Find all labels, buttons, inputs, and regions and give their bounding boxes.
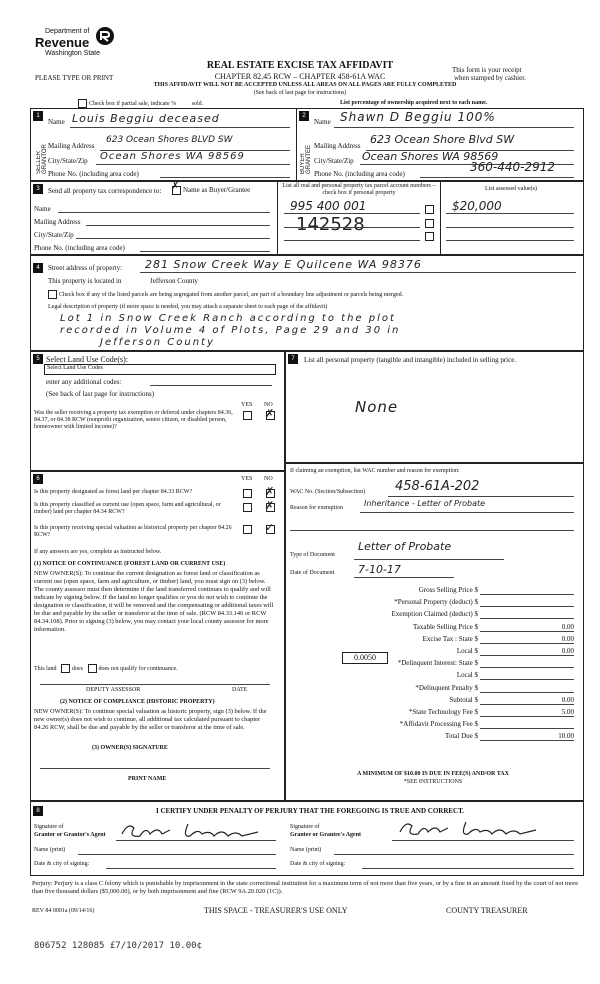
correspondence-label: Send all property tax correspondence to: — [48, 187, 162, 195]
tax-row-label: *Delinquent Penalty $ — [415, 684, 478, 692]
section5-see-back: (See back of last page for instructions) — [46, 390, 155, 398]
tax-row-line — [480, 618, 574, 619]
owner-signature-label: (3) OWNER(S) SIGNATURE — [92, 745, 168, 751]
corr-name-label: Name — [34, 205, 51, 213]
print-name-label: PRINT NAME — [128, 776, 167, 782]
s6-q2-no-check-mark: ✗ — [265, 499, 276, 512]
s6-q3-no-check-mark: ✓ — [265, 521, 276, 534]
seller-city-value: Ocean Shores WA 98569 — [100, 151, 245, 162]
tax-row-line — [480, 692, 574, 693]
tax-row-value[interactable]: 0.00 — [561, 647, 574, 655]
buyer-mailing-value: 623 Ocean Shore Blvd SW — [370, 133, 515, 146]
form-chapter: CHAPTER 82.45 RCW – CHAPTER 458-61A WAC — [214, 72, 386, 81]
partial-sale-row — [78, 99, 203, 108]
dor-logo-mark-icon — [95, 26, 115, 46]
land-does-not-checkbox[interactable] — [88, 664, 97, 673]
this-land-row — [34, 664, 178, 673]
buyer-name-label: Name — [314, 118, 331, 126]
grantee-date-city-label: Date & city of signing: — [290, 861, 346, 867]
tax-row-label: Excise Tax : State $ — [422, 635, 478, 643]
grantor-date-city-label: Date & city of signing: — [34, 861, 90, 867]
parcel-2-personal-checkbox[interactable] — [425, 219, 434, 228]
s6-no-label: NO — [264, 476, 273, 482]
tax-row-label: Local $ — [456, 647, 478, 655]
section-7-box — [284, 350, 584, 464]
buyer-name-value: Shawn D Beggiu 100% — [340, 110, 496, 124]
reason-label: Reason for exemption — [290, 505, 343, 511]
street-label: Street address of property: — [48, 264, 123, 272]
tax-row-line — [480, 728, 574, 729]
not-accepted: THIS AFFIDAVIT WILL NOT BE ACCEPTED UNLESS ALL AREAS ON ALL PAGES ARE FULLY COMPLETED — [153, 82, 457, 88]
same-as-buyer-check-mark: ✗ — [171, 181, 181, 192]
legal-label: Legal description of property (if more space is needed, you may attach a separate sheet to each page of the affidavit) — [48, 304, 328, 310]
tax-row-label: *Affidavit Processing Fee $ — [399, 720, 478, 728]
form-id: REV 84 0001a (09/14/16) — [32, 908, 95, 914]
segregation-row — [48, 290, 403, 299]
tax-row-line — [480, 679, 574, 680]
section-6-number: 6 — [33, 474, 43, 484]
s5-yes-checkbox[interactable] — [243, 411, 252, 420]
grantor-signature — [118, 818, 268, 842]
partial-sale-label: Check box if partial sale, indicate % — [89, 100, 177, 107]
land-does-not-label: does not qualify for continuance. — [98, 665, 178, 672]
tax-row-label: Local $ — [456, 671, 478, 679]
s6-q1: Is this property designated as forest land per chapter 84.33 RCW? — [34, 489, 193, 495]
tax-row-line — [480, 606, 574, 607]
s6-q1-no-check-mark: ✗ — [265, 485, 276, 498]
land-use-select[interactable] — [44, 364, 276, 375]
tax-row-line — [480, 594, 574, 595]
tax-row-label: *Personal Property (deduct) $ — [394, 598, 478, 606]
tax-row-label: Total Due $ — [445, 732, 478, 740]
tax-row-line — [480, 655, 574, 656]
section-6-box — [30, 470, 286, 802]
tax-row-value[interactable]: 0.00 — [561, 635, 574, 643]
assessed-header: List assessed value(s) — [485, 186, 537, 192]
buyer-side-label: BUYER GRANTEE — [300, 144, 312, 174]
corr-phone-label: Phone No. (including area code) — [34, 244, 125, 252]
tax-row-value[interactable]: 5.00 — [561, 708, 574, 716]
deputy-assessor-label: DEPUTY ASSESSOR — [86, 687, 141, 693]
partial-sale-checkbox[interactable] — [78, 99, 87, 108]
tax-row-label: *State Technology Fee $ — [408, 708, 478, 716]
tax-row-line — [480, 643, 574, 644]
tax-row-label: Exemption Claimed (deduct) $ — [391, 610, 478, 618]
parcel-1-personal-checkbox[interactable] — [425, 205, 434, 214]
minimum-note: A MINIMUM OF $10.00 IS DUE IN FEE(S) AND/OR TAX — [357, 771, 509, 777]
notice1-text: NEW OWNER(S): To continue the current designation as forest land or classification as current use (open space, farm and agriculture, or timber) land, you must sign on (3) below. The county assessor must then determine if the land transferred continues to qualify and will indicate by signing below. If the land no longer qualifies or you do not wish to continue the designation or classification, it will be removed and the compensating or additional taxes will be due and payable by the seller or transferor at the time of sale. (RCW 84.33.140 or RCW 84.34.108). Prior to signing (3) below, you may contact your local county assessor for more information. — [34, 570, 274, 633]
section-7-number: 7 — [288, 354, 298, 364]
grantor-sig-label-1: Signature of — [34, 824, 64, 830]
land-use-select-text: Select Land Use Codes — [47, 365, 103, 371]
section-1-number: 1 — [33, 111, 43, 121]
tax-row-line — [480, 740, 574, 741]
personal-property-value: None — [355, 398, 399, 416]
tax-row-value[interactable]: 0.00 — [561, 623, 574, 631]
wac-value: 458-61A-202 — [395, 479, 480, 494]
notice2-text: NEW OWNER(S): To continue special valuation as historic property, sign (3) below. If the new owner(s) does not wish to continue, all additional tax calculated pursuant to chapter 84.26 RCW, shall be due and payable by the seller or transferor at the time of sale. — [34, 708, 267, 731]
tax-box — [284, 462, 584, 802]
tax-row-value[interactable]: 10.00 — [558, 732, 574, 740]
see-back: (See back of last page for instructions) — [253, 90, 347, 96]
seller-side-label: SELLER GRANTOR — [36, 144, 48, 174]
assessor-date-label: DATE — [232, 687, 248, 693]
buyer-phone-label: Phone No. (including area code) — [314, 170, 405, 178]
dor-line2: Revenue — [35, 35, 90, 50]
partial-sale-sold: sold. — [191, 100, 204, 107]
tax-row-label: Gross Selling Price $ — [418, 586, 478, 594]
parcel-2: 142528 — [296, 214, 365, 235]
land-does-label: does — [72, 665, 83, 672]
personal-property-label: List all personal property (tangible and intangible) included in selling price. — [304, 356, 517, 364]
s5-no-label: NO — [264, 402, 273, 408]
county-treasurer: COUNTY TREASURER — [446, 906, 528, 915]
tax-row-label: Taxable Selling Price $ — [412, 623, 478, 631]
buyer-city-label: City/State/Zip — [314, 157, 354, 165]
doc-type-label: Type of Document — [290, 552, 335, 558]
grantee-name-print-label: Name (print) — [290, 847, 322, 853]
dor-line1: Department of — [45, 28, 90, 35]
certify-line: I CERTIFY UNDER PENALTY OF PERJURY THAT THE FOREGOING IS TRUE AND CORRECT. — [155, 807, 464, 815]
same-as-buyer-label: Name as Buyer/Grantee — [183, 186, 251, 195]
s6-if-yes: If any answers are yes, complete as instructed below. — [34, 549, 162, 555]
additional-codes-label: enter any additional codes: — [46, 378, 122, 386]
dor-line3: Washington State — [45, 50, 100, 57]
buyer-mailing-label: Mailing Address — [314, 142, 361, 150]
same-as-buyer-row — [171, 181, 251, 195]
receipt-note-2: when stamped by cashier. — [454, 74, 526, 82]
legal-line-3: Jefferson County — [100, 337, 215, 348]
s6-yes-label: YES — [241, 476, 253, 482]
notice2-title: (2) NOTICE OF COMPLIANCE (HISTORIC PROPERTY) — [60, 699, 215, 705]
treasurer-space: THIS SPACE - TREASURER'S USE ONLY — [204, 906, 348, 915]
s6-q3-yes-checkbox[interactable] — [243, 525, 252, 534]
reason-value: Inheritance - Letter of Probate — [364, 499, 486, 508]
land-does-checkbox[interactable] — [61, 664, 70, 673]
section-2-number: 2 — [299, 111, 309, 121]
form-title: REAL ESTATE EXCISE TAX AFFIDAVIT — [206, 60, 394, 71]
parcel-3-personal-checkbox[interactable] — [425, 232, 434, 241]
street-value: 281 Snow Creek Way E Quilcene WA 98376 — [145, 258, 422, 271]
local-rate-value: 0.0050 — [354, 653, 376, 662]
please-type: PLEASE TYPE OR PRINT — [35, 74, 114, 82]
seller-name-value: Louis Beggiu deceased — [72, 112, 220, 125]
exemption-label: If claiming an exemption, list WAC number and reason for exemption: — [290, 468, 460, 474]
s5-yes-label: YES — [241, 402, 253, 408]
wac-label: WAC No. (Section/Subsection) — [290, 489, 366, 495]
buyer-city-value: Ocean Shores WA 98569 — [362, 150, 499, 163]
segregation-checkbox[interactable] — [48, 290, 57, 299]
seller-mailing-value: 623 Ocean Shores BLVD SW — [106, 135, 233, 145]
segregation-note: Check box if any of the listed parcels are being segregated from another parcel, are part of a boundary line adjustment or parcels being merged. — [59, 291, 404, 298]
receipt-stamp: 806752 128085 £7/10/2017 10.00¢ — [34, 941, 202, 951]
seller-city-label: City/State/Zip — [48, 157, 88, 165]
tax-row-line — [480, 631, 574, 632]
tax-row-value[interactable]: 0.00 — [561, 696, 574, 704]
tax-row-line — [480, 667, 574, 668]
tax-row-line — [480, 716, 574, 717]
land-use-label: Select Land Use Code(s): — [46, 355, 128, 364]
s6-q2: Is this property classified as current use (open space, farm and agricultural, or timber) land per chapter 84.34 RCW? — [34, 502, 221, 515]
tax-row-label: Subtotal $ — [449, 696, 478, 704]
local-rate-box — [342, 652, 388, 664]
section-5-number: 5 — [33, 354, 43, 364]
corr-city-label: City/State/Zip — [34, 231, 74, 239]
section-4-number: 4 — [33, 263, 43, 273]
grantor-name-print-label: Name (print) — [34, 847, 66, 853]
grantee-sig-label-1: Signature of — [290, 824, 320, 830]
section-3-number: 3 — [33, 184, 43, 194]
seller-name-label: Name — [48, 118, 65, 126]
s6-q2-yes-checkbox[interactable] — [243, 503, 252, 512]
legal-line-2: recorded in Volume 4 of Plots, Page 29 and 30 in — [60, 325, 401, 336]
doc-date-label: Date of Document — [290, 570, 335, 576]
this-land-label: This land — [34, 665, 57, 672]
receipt-note-1: This form is your receipt — [452, 66, 522, 74]
ownership-note: List percentage of ownership acquired next to each name. — [340, 100, 488, 106]
buyer-phone-value: 360-440-2912 — [470, 160, 556, 174]
seller-phone-label: Phone No. (including area code) — [48, 170, 139, 178]
parcel-1: 995 400 001 — [290, 199, 367, 213]
legal-line-1: Lot 1 in Snow Creek Ranch according to the plot — [60, 313, 396, 324]
doc-type-value: Letter of Probate — [358, 540, 452, 553]
parcel-header: List all real and personal property tax parcel account numbers – check box if personal property — [282, 183, 436, 196]
s5-exemption-question: Was the seller receiving a property tax exemption or deferral under chapters 84.36, 84.37, or 84.38 RCW (nonprofit organization, senior citizen, or disabled person, homeowner with limited income)? — [34, 410, 233, 430]
doc-date-value: 7-10-17 — [358, 563, 401, 576]
grantee-signature — [396, 816, 546, 840]
assessed-1: $20,000 — [452, 199, 502, 213]
s6-q3: Is this property receiving special valuation as historical property per chapter 84.26 RCW? — [34, 525, 232, 538]
perjury-note: Perjury: Perjury is a class C felony which is punishable by imprisonment in the state correctional institution for a maximum term of not more than five years, or by a fine in an amount fixed by the court of not more than five thousand dollars ($5,000.00), or by both imprisonment and fine (RCW 9A.20.020 (1C)). — [32, 880, 579, 895]
seller-mailing-label: Mailing Address — [48, 142, 95, 150]
tax-row-line — [480, 704, 574, 705]
section-8-number: 8 — [33, 806, 43, 816]
county-value: Jefferson County — [150, 277, 198, 285]
grantor-sig-label-2: Grantor or Grantor's Agent — [34, 832, 106, 838]
dor-logo — [35, 26, 120, 70]
county-label: This property is located in — [48, 277, 122, 285]
notice1-title: (1) NOTICE OF CONTINUANCE (FOREST LAND OR CURRENT USE) — [34, 561, 226, 567]
corr-mailing-label: Mailing Address — [34, 218, 81, 226]
s5-no-check-mark: ✗ — [265, 407, 276, 420]
see-instructions: *SEE INSTRUCTIONS — [403, 779, 463, 785]
s6-q1-yes-checkbox[interactable] — [243, 489, 252, 498]
grantee-sig-label-2: Grantee or Grantee's Agent — [290, 832, 362, 838]
tax-row-label: *Delinquent Interest: State $ — [397, 659, 478, 667]
